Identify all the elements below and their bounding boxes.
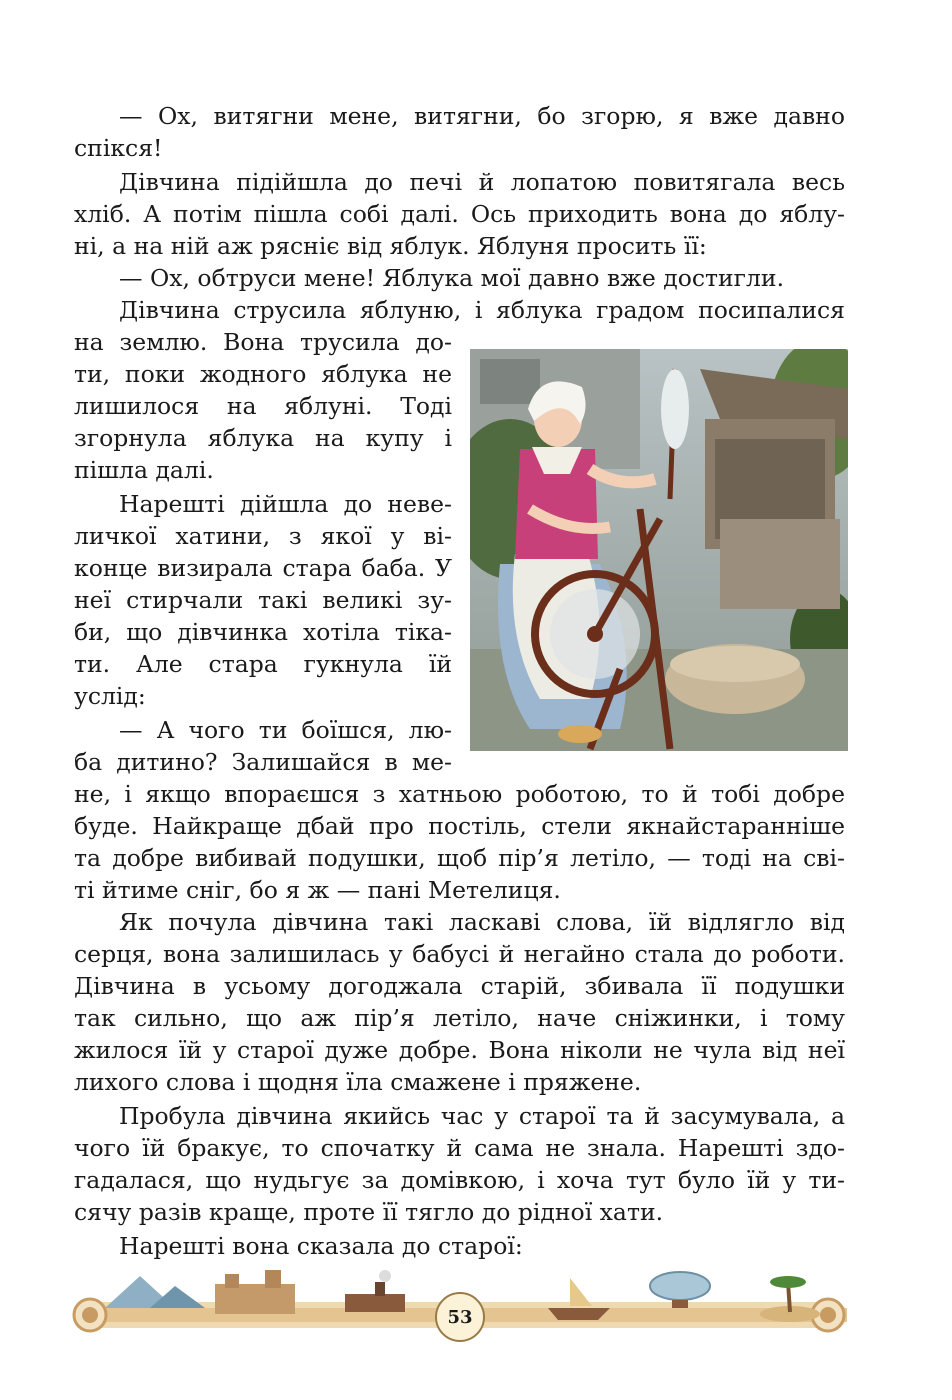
text-line: на землю. Вона трусила до-	[74, 328, 452, 356]
text-line: не, і якщо впораєшся з хатньою роботою, то й тобі добре	[74, 780, 845, 808]
text-line: би, що дівчинка хотіла тіка-	[74, 618, 452, 646]
text-line: так сильно, що аж пір’я летіло, наче сніжинки, і тому	[74, 1004, 845, 1032]
text-line: хліб. А потім пішла собі далі. Ось приходить вона до яблу-	[74, 200, 845, 228]
text-line: ти, поки жодного яблука не	[74, 360, 452, 388]
text-line: спікся!	[74, 134, 163, 162]
text-line: серця, вона залишилась у бабусі й негайно стала до роботи.	[74, 940, 845, 968]
mountains-icon	[105, 1276, 205, 1308]
spinning-wheel-illustration	[470, 349, 848, 751]
text-line: услід:	[74, 682, 146, 710]
text-line: згорнула яблука на купу і	[74, 424, 452, 452]
text-line: буде. Найкраще дбай про постіль, стели якнайстаранніше	[74, 812, 845, 840]
text-line: Нарешті дійшла до неве-	[119, 490, 452, 518]
text-line: гадалася, що нудьгує за домівкою, і хоча тут було їй у ти-	[74, 1166, 845, 1194]
text-line: ба дитино? Залишайся в ме-	[74, 748, 452, 776]
text-line: — Ох, витягни мене, витягни, бо згорю, я вже давно	[119, 102, 845, 130]
text-line: — А чого ти боїшся, лю-	[119, 716, 452, 744]
text-line: конце визирала стара баба. У	[74, 554, 452, 582]
text-line: Нарешті вона сказала до старої:	[119, 1232, 523, 1260]
text-line: чого їй бракує, то спочатку й сама не знала. Нарешті здо-	[74, 1134, 845, 1162]
page-number: 53	[435, 1292, 485, 1342]
text-line: Як почула дівчина такі ласкаві слова, їй відлягло від	[119, 908, 845, 936]
text-line: сячу разів краще, проте її тягло до рідної хати.	[74, 1198, 664, 1226]
text-line: ні, а на ній аж рясніє від яблук. Яблуня просить її:	[74, 232, 707, 260]
sailing-ship-icon	[548, 1278, 610, 1320]
text-line: Дівчина підійшла до печі й лопатою повитягала весь	[119, 168, 845, 196]
text-line: лишилося на яблуні. Тоді	[74, 392, 452, 420]
text-line: ті йтиме сніг, бо я ж — пані Метелиця.	[74, 876, 561, 904]
text-line: Дівчина в усьому догоджала старій, збивала її подушки	[74, 972, 845, 1000]
text-line: Пробула дівчина якийсь час у старої та й засумувала, а	[119, 1102, 845, 1130]
palm-island-icon	[760, 1276, 820, 1322]
text-line: Дівчина струсила яблуню, і яблука градом посипалися	[119, 296, 845, 324]
castle-icon	[215, 1270, 295, 1314]
text-line: жилося їй у старої дуже добре. Вона ніколи не чула від неї	[74, 1036, 845, 1064]
text-line: личкої хатини, з якої у ві-	[74, 522, 452, 550]
text-line: пішла далі.	[74, 456, 214, 484]
locomotive-icon	[345, 1270, 405, 1312]
text-line: та добре вибивай подушки, щоб пір’я летіло, — тоді на сві-	[74, 844, 845, 872]
text-line: — Ох, обтруси мене! Яблука мої давно вже достигли.	[119, 264, 785, 292]
text-line: ти. Але стара гукнула їй	[74, 650, 452, 678]
text-line: лихого слова і щодня їла смажене і пряжене.	[74, 1068, 642, 1096]
text-line: неї стирчали такі великі зу-	[74, 586, 452, 614]
